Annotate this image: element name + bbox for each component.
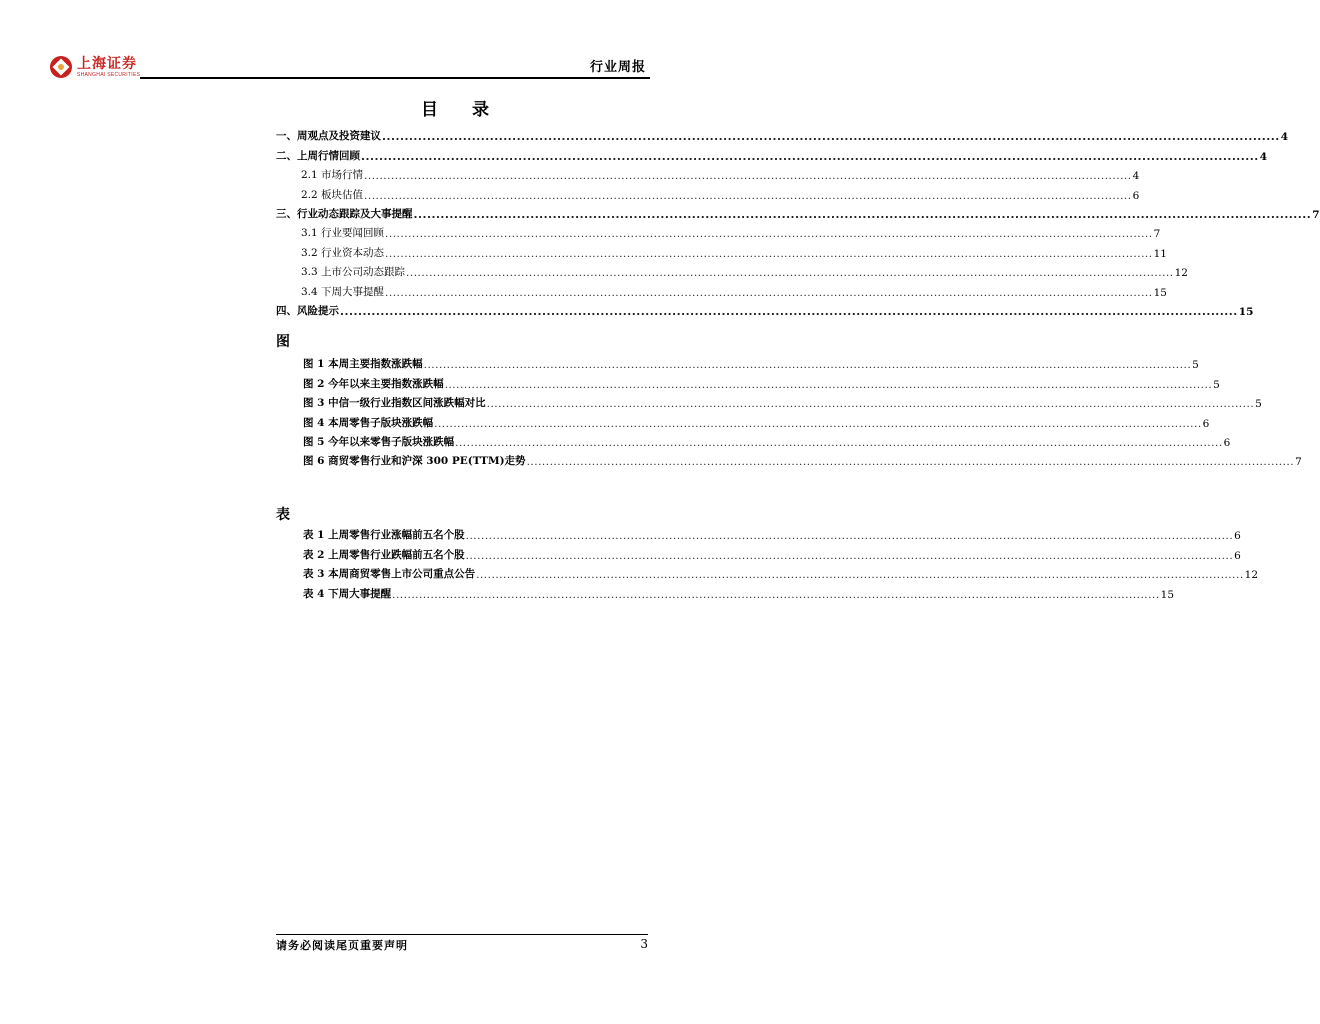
disclaimer-note: 请务必阅读尾页重要声明 — [276, 939, 408, 952]
table-entry[interactable]: 表 4 下周大事提醒 ........................................................................................................................................................................................................ 15 — [303, 587, 1175, 601]
figure-entry[interactable]: 图 3 中信一级行业指数区间涨跌幅对比 ........................................................................................................................................................................................................ 5 — [303, 397, 1262, 411]
figure-list-heading: 图 — [276, 334, 290, 350]
figure-entry[interactable]: 图 6 商贸零售行业和沪深 300 PE(TTM)走势 ........................................................................................................................................................................................................ 7 — [303, 455, 1302, 469]
toc-entry[interactable]: 2.1 市场行情 ........................................................................................................................................................................................................ 4 — [301, 169, 1140, 183]
toc-entry[interactable]: 3.3 上市公司动态跟踪 ........................................................................................................................................................................................................ 12 — [301, 266, 1188, 280]
toc-entry[interactable]: 3.2 行业资本动态 ........................................................................................................................................................................................................ 11 — [301, 246, 1167, 260]
company-logo — [50, 54, 140, 80]
figure-entry[interactable]: 图 4 本周零售子版块涨跌幅 ........................................................................................................................................................................................................ 6 — [303, 416, 1210, 430]
toc-entry[interactable]: 3.1 行业要闻回顾 ........................................................................................................................................................................................................ 7 — [301, 227, 1161, 241]
toc-title: 目 录 — [421, 100, 503, 120]
table-list — [276, 523, 1259, 601]
toc-list — [276, 124, 1320, 318]
report-type: 行业周报 — [589, 60, 646, 75]
page-number: 3 — [640, 937, 648, 951]
footer-divider — [276, 934, 648, 935]
page-header — [50, 50, 650, 82]
header-divider — [140, 77, 650, 79]
table-entry[interactable]: 表 3 本周商贸零售上市公司重点公告 ........................................................................................................................................................................................................ 12 — [303, 568, 1259, 582]
toc-entry[interactable]: 二、上周行情回顾 ........................................................................................................................................................................................................ 4 — [276, 149, 1268, 163]
table-entry[interactable]: 表 1 上周零售行业涨幅前五名个股 ........................................................................................................................................................................................................ 6 — [303, 529, 1241, 543]
figure-entry[interactable]: 图 5 今年以来零售子版块涨跌幅 ........................................................................................................................................................................................................ 6 — [303, 435, 1231, 449]
toc-entry[interactable]: 3.4 下周大事提醒 ........................................................................................................................................................................................................ 15 — [301, 285, 1167, 299]
toc-entry[interactable]: 四、风险提示 ........................................................................................................................................................................................................ 15 — [276, 304, 1254, 318]
toc-entry[interactable]: 2.2 板块估值 ........................................................................................................................................................................................................ 6 — [301, 188, 1140, 202]
table-entry[interactable]: 表 2 上周零售行业跌幅前五名个股 ........................................................................................................................................................................................................ 6 — [303, 548, 1241, 562]
table-list-heading: 表 — [276, 507, 290, 523]
toc-entry[interactable]: 一、周观点及投资建议 ........................................................................................................................................................................................................ 4 — [276, 130, 1289, 144]
logo-emblem-icon — [50, 56, 72, 78]
toc-entry[interactable]: 三、行业动态跟踪及大事提醒 ........................................................................................................................................................................................................ 7 — [276, 207, 1320, 221]
figure-list — [276, 352, 1302, 469]
logo-name-en: SHANGHAI SECURITIES — [77, 71, 141, 78]
figure-entry[interactable]: 图 1 本周主要指数涨跌幅 ........................................................................................................................................................................................................ 5 — [303, 358, 1199, 372]
figure-entry[interactable]: 图 2 今年以来主要指数涨跌幅 ........................................................................................................................................................................................................ 5 — [303, 377, 1220, 391]
logo-name-cn: 上海证券 — [77, 55, 137, 72]
